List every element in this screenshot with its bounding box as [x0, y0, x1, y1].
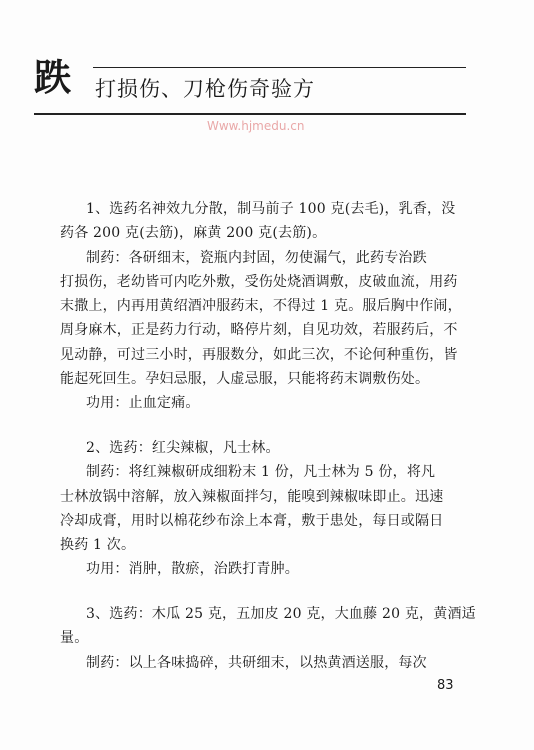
- remedy-1-line-2: 药各 200 克(去筋)，麻黄 200 克(去筋)。: [60, 225, 327, 242]
- chapter-title: 打损伤、刀枪伤奇验方: [95, 77, 315, 101]
- remedy-1-line-8: 能起死回生。孕妇忌服，人虚忌服，只能将药末调敷伤处。: [60, 371, 430, 388]
- chapter-initial-char: 跌: [34, 56, 71, 99]
- remedy-3-line-3: 制药：以上各味捣碎，共研细末，以热黄酒送服，每次: [86, 654, 427, 671]
- remedy-2-line-1: 2、选药：红尖辣椒，凡士林。: [86, 440, 280, 456]
- watermark-text: Www.hjmedu.cn: [207, 119, 305, 133]
- remedy-1-line-3: 制药：各研细末，瓷瓶内封固，勿使漏气，此药专治跌: [86, 249, 427, 266]
- header-rule-bottom: [34, 113, 466, 115]
- remedy-1: [60, 197, 470, 416]
- remedy-2-line-3: 士林放锅中溶解，放入辣椒面拌匀，能嗅到辣椒味即止。迅速: [60, 488, 444, 505]
- remedy-2-line-6: 功用：消肿，散瘀，治跌打青肿。: [86, 561, 299, 578]
- remedy-3-line-1: 3、选药：木瓜 25 克，五加皮 20 克，大血藤 20 克，黄酒适: [86, 606, 476, 622]
- remedy-1-line-6: 周身麻木，正是药力行动，略停片刻，自见功效，若服药后，不: [60, 322, 458, 339]
- remedy-2: [60, 436, 470, 582]
- remedy-2-line-2: 制药：将红辣椒研成细粉末 1 份，凡士林为 5 份，将凡: [86, 464, 436, 481]
- remedy-1-line-7: 见动静，可过三小时，再服数分，如此三次，不论何种重伤，皆: [60, 346, 458, 363]
- remedy-2-line-5: 换药 1 次。: [60, 537, 136, 554]
- remedy-2-line-4: 冷却成膏，用时以棉花纱布涂上本膏，敷于患处，每日或隔日: [60, 512, 444, 529]
- remedy-1-line-9: 功用：止血定痛。: [86, 395, 200, 412]
- header-rule-top: [93, 67, 466, 68]
- remedy-3-line-2: 量。: [60, 630, 89, 647]
- remedy-1-line-4: 打损伤，老幼皆可内吃外敷，受伤处烧酒调敷，皮破血流，用药: [60, 273, 458, 290]
- remedy-1-line-1: 1、选药名神效九分散，制马前子 100 克(去毛)，乳香，没: [86, 201, 456, 217]
- remedy-1-line-5: 末撒上，内再用黄绍酒冲服药末，不得过 1 克。服后胸中作闹，: [60, 298, 462, 315]
- page-number: 83: [437, 678, 454, 693]
- remedy-3: [60, 602, 476, 675]
